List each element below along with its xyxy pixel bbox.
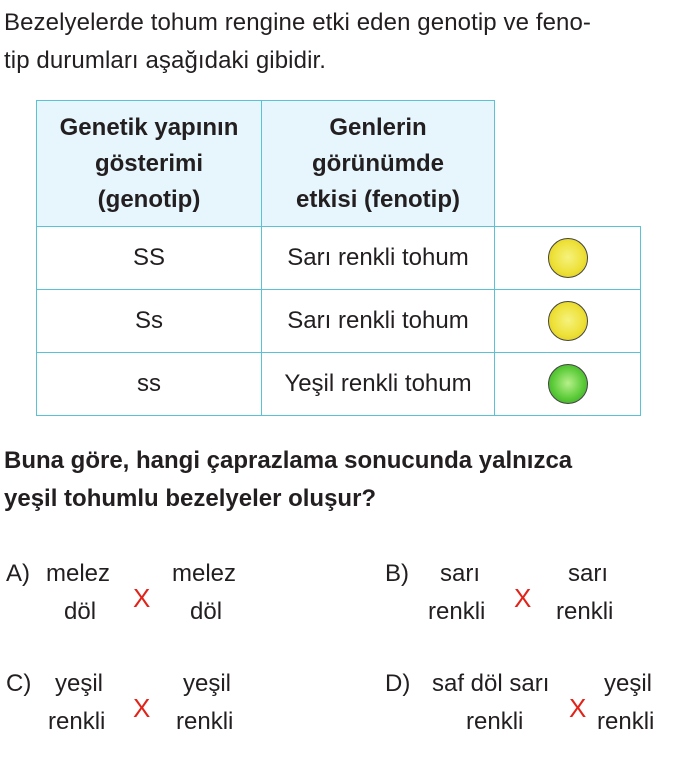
- genotype-cell: Ss: [37, 290, 262, 353]
- option-c-label: C): [6, 670, 32, 697]
- question-line-2: yeşil tohumlu bezelyeler oluşur?: [4, 485, 377, 512]
- option-b-left-line-1: sarı: [440, 560, 481, 587]
- table-row: [37, 227, 641, 290]
- question-line-1: Buna göre, hangi çaprazlama sonucunda yalnızca: [4, 447, 573, 474]
- question-text: [4, 442, 678, 518]
- cross-symbol: X: [569, 693, 587, 723]
- option-c-left-line-1: yeşil: [55, 670, 104, 697]
- intro-line-1: Bezelyelerde tohum rengine etki eden genotip ve feno-: [4, 9, 592, 36]
- table-row: [37, 290, 641, 353]
- cross-symbol: X: [133, 693, 151, 723]
- table-header-row: [37, 101, 641, 227]
- option-b-right-line-1: sarı: [568, 560, 609, 587]
- option-d-right-line-2: renkli: [597, 708, 655, 735]
- option-a-right-line-1: melez: [172, 560, 237, 587]
- yellow-seed-icon: [548, 301, 588, 341]
- genotype-cell: SS: [37, 227, 262, 290]
- option-a-right-line-2: döl: [190, 598, 223, 625]
- option-a-label: A): [6, 560, 30, 587]
- green-seed-icon: [548, 364, 588, 404]
- option-c-right-line-2: renkli: [176, 708, 234, 735]
- phenotype-cell: Sarı renkli tohum: [262, 290, 495, 353]
- table-row: [37, 353, 641, 416]
- option-a-left-line-2: döl: [64, 598, 97, 625]
- phenotype-cell: Sarı renkli tohum: [262, 227, 495, 290]
- option-c-left-line-2: renkli: [48, 708, 106, 735]
- option-b-label: B): [385, 560, 409, 587]
- option-b-left-line-2: renkli: [428, 598, 486, 625]
- option-d-label: D): [385, 670, 411, 697]
- seed-cell: [495, 353, 641, 416]
- header-phenotype: Genlerin görünümde etkisi (fenotip): [262, 101, 495, 227]
- option-a-left-line-1: melez: [46, 560, 111, 587]
- header-genotype: Genetik yapının gösterimi (genotip): [37, 101, 262, 227]
- yellow-seed-icon: [548, 238, 588, 278]
- option-d-left-line-2: renkli: [466, 708, 524, 735]
- seed-cell: [495, 290, 641, 353]
- cross-symbol: X: [514, 583, 532, 613]
- option-b-right-line-2: renkli: [556, 598, 614, 625]
- intro-line-2: tip durumları aşağıdaki gibidir.: [4, 47, 327, 74]
- header-empty-cell: [495, 101, 641, 227]
- phenotype-cell: Yeşil renkli tohum: [262, 353, 495, 416]
- genotype-cell: ss: [37, 353, 262, 416]
- option-d-left-line-1: saf döl sarı: [432, 670, 550, 697]
- intro-text: [4, 4, 676, 80]
- genotype-phenotype-table: [36, 100, 641, 416]
- seed-cell: [495, 227, 641, 290]
- option-c-right-line-1: yeşil: [183, 670, 232, 697]
- cross-symbol: X: [133, 583, 151, 613]
- option-d-right-line-1: yeşil: [604, 670, 653, 697]
